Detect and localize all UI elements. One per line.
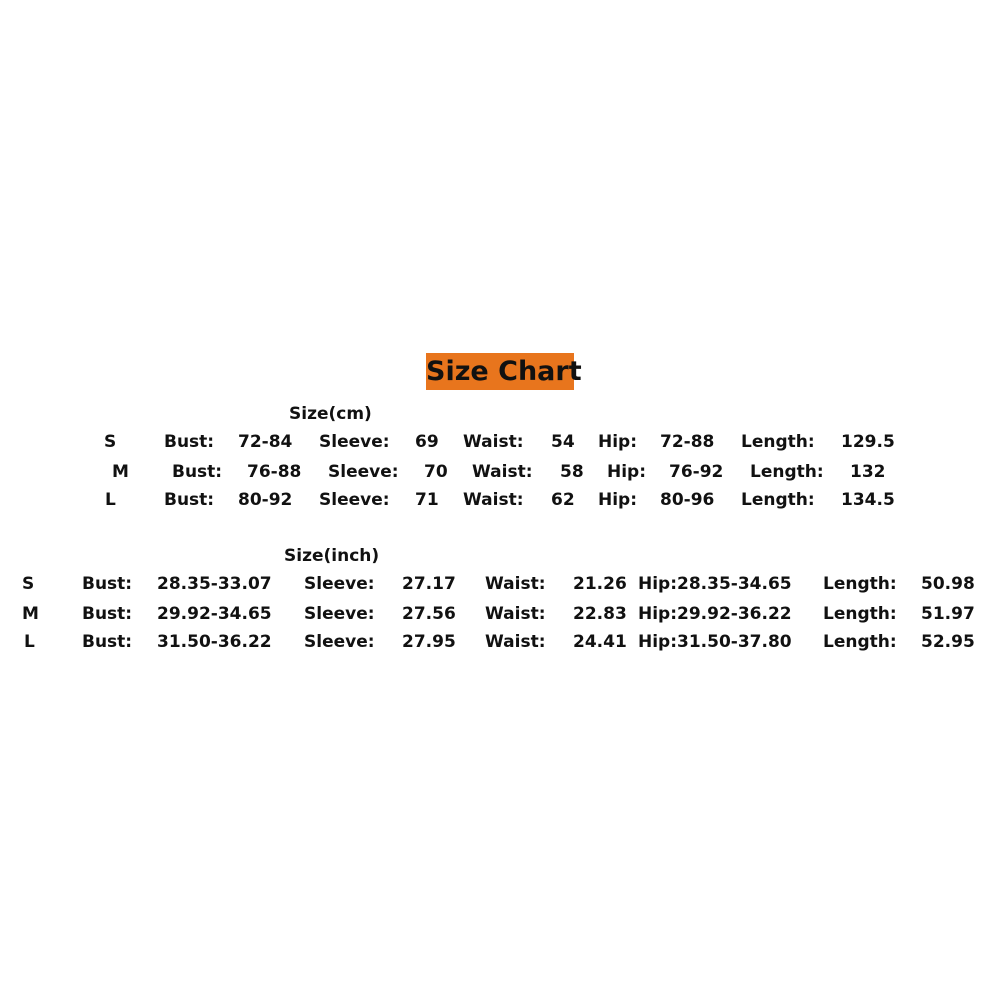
inch-section-heading: Size(inch) xyxy=(284,546,380,566)
size-label: L xyxy=(24,632,35,652)
length-label: Length: xyxy=(823,632,897,652)
sleeve-value: 69 xyxy=(415,432,439,452)
sleeve-value: 27.17 xyxy=(402,574,456,594)
sleeve-label: Sleeve: xyxy=(328,462,399,482)
bust-label: Bust: xyxy=(164,490,215,510)
waist-value: 58 xyxy=(560,462,584,482)
waist-label: Waist: xyxy=(463,490,524,510)
bust-value: 76-88 xyxy=(247,462,302,482)
bust-value: 29.92-34.65 xyxy=(157,604,272,624)
sleeve-label: Sleeve: xyxy=(319,490,390,510)
length-label: Length: xyxy=(741,432,815,452)
hip-label: Hip: xyxy=(598,490,638,510)
sleeve-label: Sleeve: xyxy=(304,604,375,624)
waist-label: Waist: xyxy=(485,574,546,594)
sleeve-label: Sleeve: xyxy=(304,632,375,652)
length-value: 129.5 xyxy=(841,432,895,452)
sleeve-value: 27.95 xyxy=(402,632,456,652)
waist-value: 62 xyxy=(551,490,575,510)
hip-label: Hip: xyxy=(598,432,638,452)
sleeve-label: Sleeve: xyxy=(304,574,375,594)
hip-value: 80-96 xyxy=(660,490,715,510)
size-label: S xyxy=(22,574,35,594)
bust-value: 80-92 xyxy=(238,490,293,510)
bust-label: Bust: xyxy=(82,604,133,624)
hip-value: 72-88 xyxy=(660,432,715,452)
size-label: M xyxy=(22,604,39,624)
length-value: 51.97 xyxy=(921,604,975,624)
sleeve-value: 27.56 xyxy=(402,604,456,624)
bust-label: Bust: xyxy=(82,574,133,594)
bust-label: Bust: xyxy=(164,432,215,452)
bust-value: 28.35-33.07 xyxy=(157,574,272,594)
waist-value: 21.26 xyxy=(573,574,627,594)
bust-label: Bust: xyxy=(172,462,223,482)
waist-value: 22.83 xyxy=(573,604,627,624)
hip-value: 76-92 xyxy=(669,462,724,482)
hip-label: Hip: xyxy=(607,462,647,482)
hip-value: Hip:29.92-36.22 xyxy=(638,604,792,624)
waist-value: 24.41 xyxy=(573,632,627,652)
cm-section-heading: Size(cm) xyxy=(289,404,372,424)
size-label: S xyxy=(104,432,117,452)
waist-label: Waist: xyxy=(485,632,546,652)
bust-value: 72-84 xyxy=(238,432,293,452)
waist-value: 54 xyxy=(551,432,575,452)
length-label: Length: xyxy=(741,490,815,510)
length-label: Length: xyxy=(750,462,824,482)
length-label: Length: xyxy=(823,574,897,594)
length-value: 50.98 xyxy=(921,574,975,594)
bust-label: Bust: xyxy=(82,632,133,652)
hip-value: Hip:31.50-37.80 xyxy=(638,632,792,652)
length-value: 52.95 xyxy=(921,632,975,652)
hip-value: Hip:28.35-34.65 xyxy=(638,574,792,594)
sleeve-label: Sleeve: xyxy=(319,432,390,452)
size-chart-title: Size Chart xyxy=(426,353,574,390)
size-label: L xyxy=(105,490,116,510)
waist-label: Waist: xyxy=(463,432,524,452)
bust-value: 31.50-36.22 xyxy=(157,632,272,652)
size-label: M xyxy=(112,462,129,482)
waist-label: Waist: xyxy=(485,604,546,624)
sleeve-value: 70 xyxy=(424,462,448,482)
length-value: 132 xyxy=(850,462,886,482)
length-label: Length: xyxy=(823,604,897,624)
length-value: 134.5 xyxy=(841,490,895,510)
waist-label: Waist: xyxy=(472,462,533,482)
sleeve-value: 71 xyxy=(415,490,439,510)
